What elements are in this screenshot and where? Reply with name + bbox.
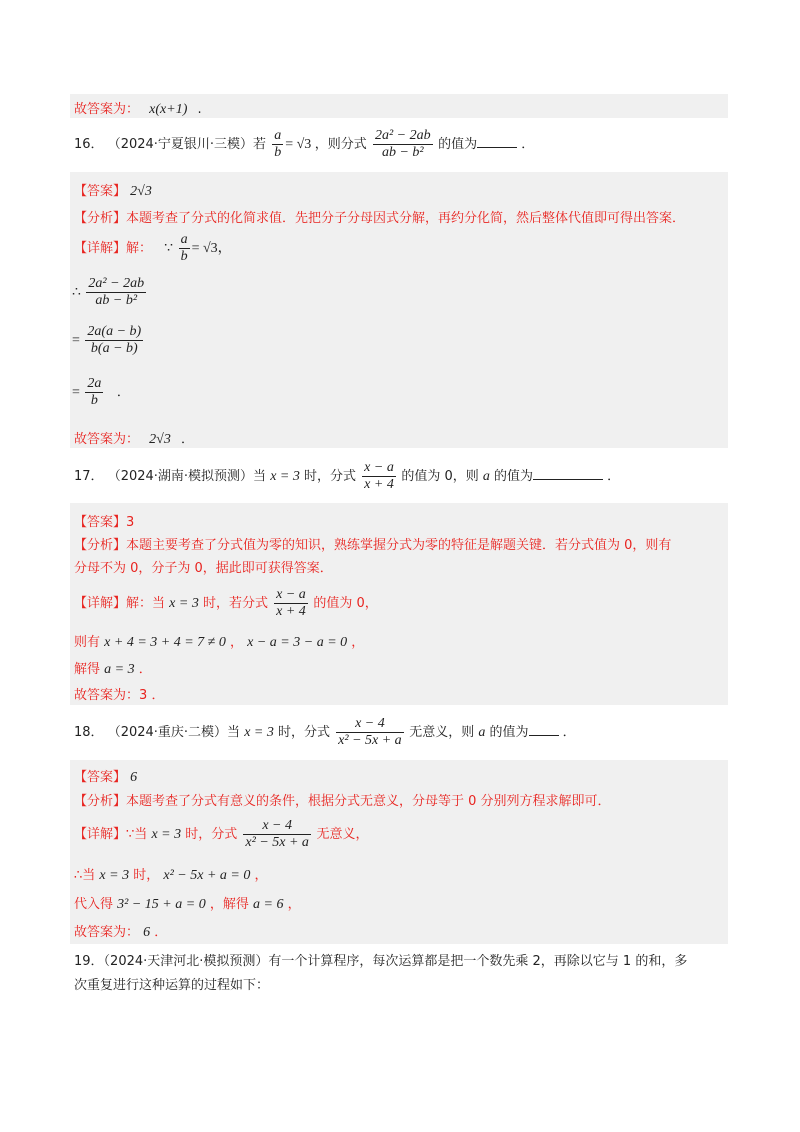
- q17-answer-blank: [533, 467, 603, 480]
- detail-tag: 【详解】: [74, 595, 127, 611]
- step1-mid: 时，: [133, 868, 160, 883]
- q18-condition: x = 3: [244, 724, 274, 740]
- step1-end: ，: [254, 868, 268, 883]
- step1-math-1: x = 3: [99, 868, 130, 883]
- q18-text-tail: ．: [562, 724, 576, 740]
- final-label: 故答案为：: [74, 688, 140, 703]
- final-value: 2√3: [149, 432, 171, 447]
- final-answer-value: x(x+1): [149, 102, 188, 117]
- q19-number: 19．: [74, 954, 104, 969]
- step1-fraction: $\frac{\text{2a² − 2ab}}{\text{ab − b²}}$: [88, 276, 145, 309]
- q16-number: 16．: [74, 136, 104, 152]
- detail-fraction: $\frac{x - 4}{\text{x² − 5x + a}}$: [245, 818, 309, 851]
- q17-condition: x = 3: [270, 468, 300, 484]
- final-end: ．: [180, 432, 194, 447]
- detail-intro: 解：当: [126, 595, 166, 611]
- step2-math: 3² − 15 + a = 0: [117, 897, 206, 912]
- q16-solution-box: 【答案】 2√3 【分析】本题考查了分式的化简求值．先把分子分母因式分解，再约分化简，然后整体代值即可得出答案． 【详解】解： ∵ $\frac{a}{b}$ = √3， ∴ $\frac{\text{2a² − 2ab}}{\text{ab − b²}}$ = $\frac{2a(a - b)}{b(a - b)}$ = $\frac{2a}{b}$ ． 故答案为： 2√3 ．: [70, 172, 728, 448]
- answer-value: 2√3: [130, 184, 152, 199]
- analysis-text: 本题考查了分式有意义的条件，根据分式无意义，分母等于 0 分别列方程求解即可．: [126, 794, 611, 809]
- final-value: 3: [139, 688, 148, 703]
- q17-text-end: 的值为: [494, 468, 534, 484]
- answer-value: 6: [130, 770, 138, 785]
- q18-question: [74, 716, 576, 749]
- q16-expression-fraction: $\frac{\text{2a² − 2ab}}{\text{ab − b²}}$: [374, 128, 431, 161]
- analysis-line-1: 本题主要考查了分式值为零的知识，熟练掌握分式为零的特征是解题关键．若分式值为 0，则有: [126, 538, 672, 553]
- final-answer-period: .: [197, 102, 202, 117]
- q18-number: 18．: [74, 724, 104, 740]
- q18-answer-blank: [529, 723, 559, 736]
- step2-label: 解得: [74, 662, 101, 677]
- q18-fraction: $\frac{x - 4}{\text{x² − 5x + a}}$: [338, 716, 402, 749]
- q17-solution-box: [70, 503, 728, 705]
- final-end: ．: [151, 688, 165, 703]
- analysis-text: 本题考查了分式的化简求值．先把分子分母因式分解，再约分化简，然后整体代值即可得出答案．: [126, 211, 686, 226]
- detail-mid: 时，分式: [185, 826, 238, 842]
- final-label: 故答案为：: [74, 432, 140, 447]
- q18-text-end: 的值为: [489, 724, 529, 740]
- analysis-tag: 【分析】: [74, 211, 127, 226]
- therefore-symbol: ∴: [72, 284, 81, 300]
- q15-answer-box: [70, 94, 728, 118]
- q19-text-1: （2024·天津河北·模拟预测）有一个计算程序，每次运算都是把一个数先乘 2，再除以它与 1 的和，多: [103, 954, 688, 969]
- step1-math-2: x² − 5x + a = 0: [163, 868, 251, 883]
- q18-solution-box: [70, 760, 728, 944]
- step1-math-1: x + 4 = 3 + 4 = 7 ≠ 0: [104, 635, 226, 650]
- detail-mid: 时，若分式: [202, 595, 268, 611]
- q18-source: （2024·重庆·二模）当: [107, 724, 241, 740]
- q17-text-mid2: 的值为 0，则: [401, 468, 479, 484]
- since-symbol: ∵: [164, 240, 174, 256]
- answer-tag: 【答案】: [74, 515, 127, 530]
- detail-end: 无意义，: [316, 826, 369, 842]
- q17-question: [74, 460, 620, 493]
- q17-text-mid: 时，分式: [304, 468, 357, 484]
- step1-label: ∴当: [74, 868, 96, 883]
- detail-fraction: $\frac{x - a}{x + 4}$: [276, 587, 306, 620]
- q19-text-2: 次重复进行这种运算的过程如下：: [74, 978, 270, 993]
- step3-fraction: $\frac{2a}{b}$: [87, 376, 102, 409]
- step2-end: ．: [138, 662, 152, 677]
- detail-intro: 解：: [126, 240, 153, 256]
- q17-var: a: [482, 468, 490, 484]
- final-value: 6: [143, 925, 151, 940]
- step2-label: 代入得: [74, 897, 114, 912]
- detail-intro: ∵当: [126, 826, 148, 842]
- q18-var: a: [478, 724, 486, 740]
- analysis-tag: 【分析】: [74, 538, 127, 553]
- detail-condition: x = 3: [169, 595, 199, 611]
- step2-end: ，: [287, 897, 301, 912]
- q19-line-2: [74, 974, 269, 993]
- q16-condition-fraction: $\frac{a}{b}$: [274, 128, 282, 161]
- answer-value: 3: [126, 515, 135, 530]
- q17-number: 17．: [74, 468, 104, 484]
- answer-tag: 【答案】: [74, 184, 127, 199]
- final-answer-label: 故答案为：: [74, 102, 140, 117]
- q16-text-end: 的值为: [438, 136, 478, 152]
- detail-tag: 【详解】: [74, 826, 127, 842]
- step3-end: ．: [116, 384, 130, 400]
- step1-label: 则有: [74, 635, 101, 650]
- q17-text-tail: ．: [607, 468, 621, 484]
- q18-text-mid2: 无意义，则: [409, 724, 475, 740]
- step1-separator: ，: [229, 635, 243, 650]
- q16-source: （2024·宁夏银川·三模）若: [107, 136, 267, 152]
- detail-condition: x = 3: [151, 826, 182, 842]
- detail-tag: 【详解】: [74, 240, 127, 256]
- step2-math-2: a = 6: [253, 897, 284, 912]
- detail-end: 的值为 0，: [313, 595, 378, 611]
- step2-mid: ，解得: [209, 897, 249, 912]
- step2-fraction: $\frac{2a(a - b)}{b(a - b)}$: [87, 324, 142, 357]
- final-label: 故答案为：: [74, 925, 140, 940]
- step1-math-2: x − a = 3 − a = 0: [247, 635, 348, 650]
- q16-question: 16． （2024·宁夏银川·三模）若 $\frac{a}{b}$ = √3 ，则分式 $\frac{\text{2a² − 2ab}}{\text{ab − b²}}$ 的值为 ．: [74, 128, 535, 161]
- q19-line-1: [74, 950, 687, 969]
- q16-text-tail: ．: [521, 136, 535, 152]
- q17-source: （2024·湖南·模拟预测）当: [107, 468, 267, 484]
- q17-fraction: $\frac{x - a}{x + 4}$: [364, 460, 394, 493]
- q18-text-mid: 时，分式: [278, 724, 331, 740]
- final-end: ．: [154, 925, 168, 940]
- detail-condition-fraction: $\frac{a}{b}$: [180, 232, 188, 265]
- step1-end: ，: [351, 635, 365, 650]
- q16-answer-blank: [477, 135, 517, 148]
- analysis-line-2: 分母不为 0，分子为 0，据此即可获得答案．: [74, 561, 333, 576]
- answer-tag: 【答案】: [74, 770, 127, 785]
- analysis-tag: 【分析】: [74, 794, 127, 809]
- q16-text-mid: ，则分式: [314, 136, 367, 152]
- step2-math: a = 3: [104, 662, 135, 677]
